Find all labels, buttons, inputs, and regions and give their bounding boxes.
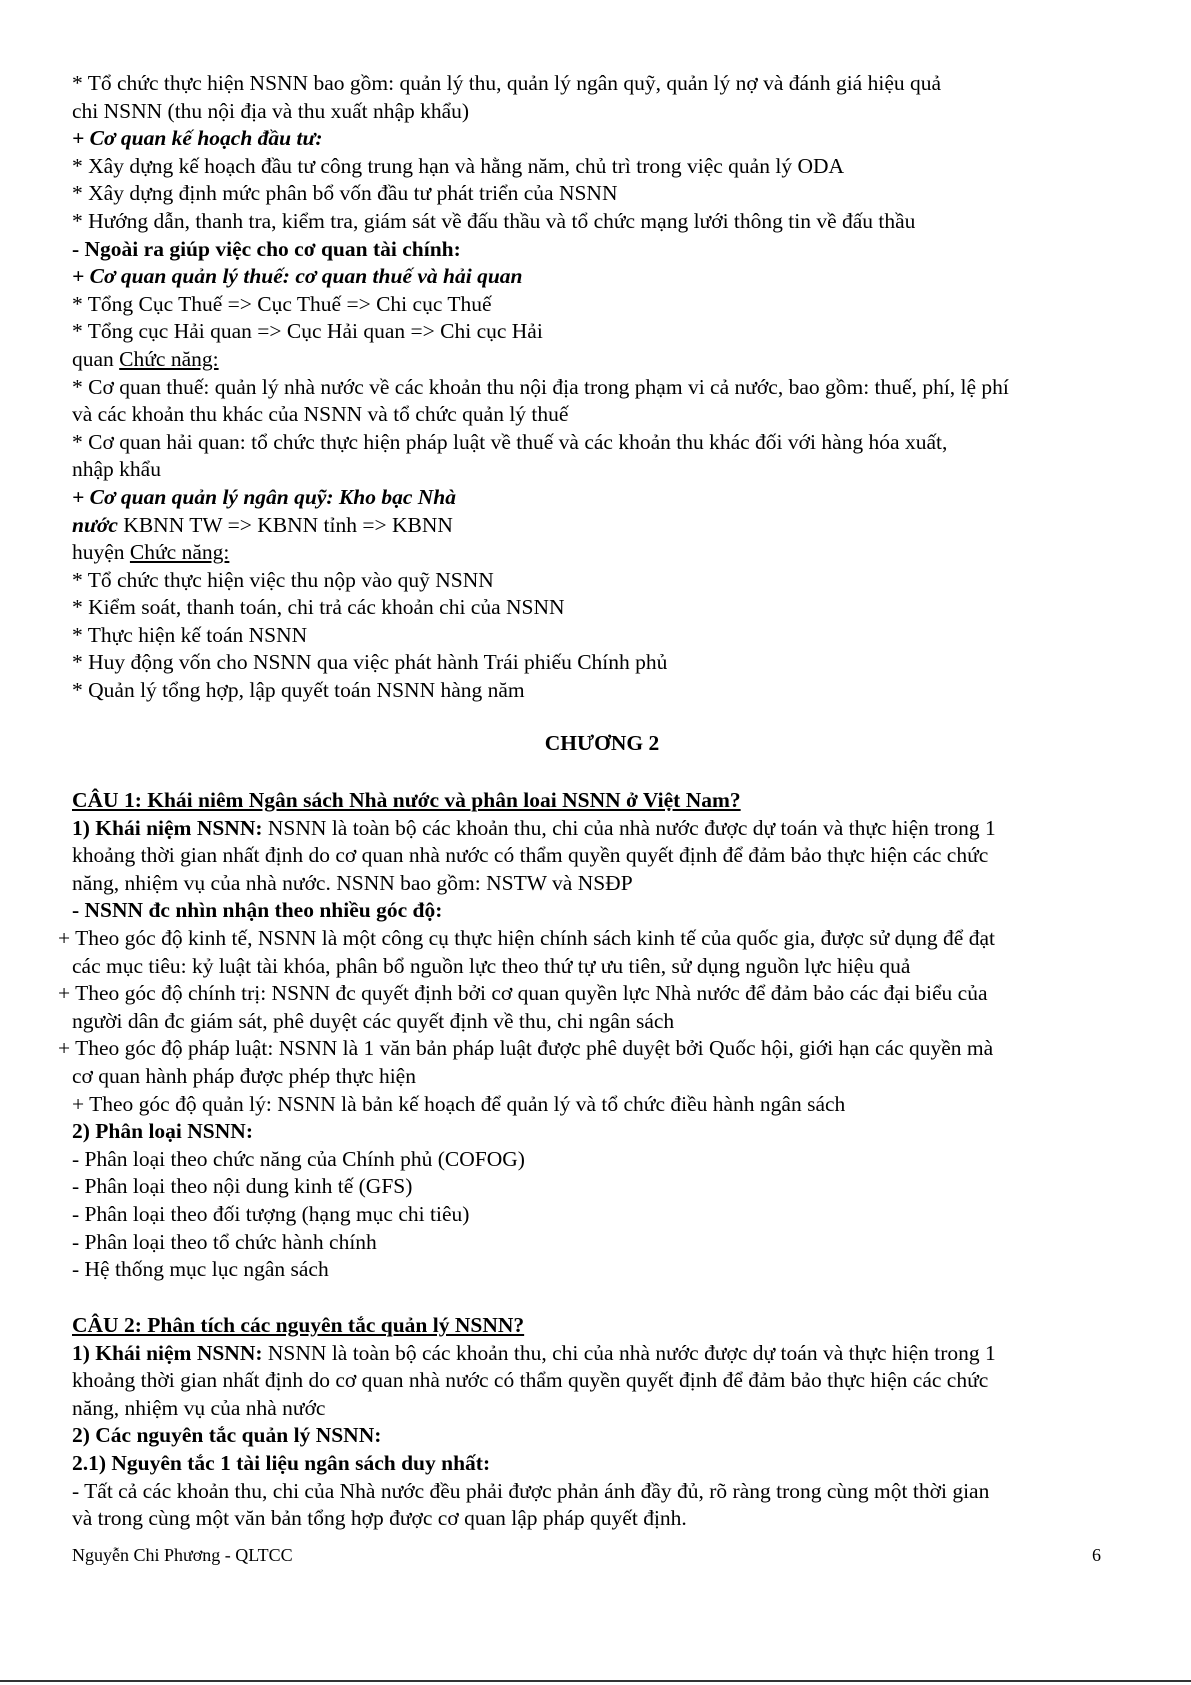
section-top: [72, 70, 1132, 705]
view-item: + Theo góc độ kinh tế, NSNN là một công cụ thực hiện chính sách kinh tế của quốc gia, được sử dụng để đạt: [58, 925, 995, 950]
text-line: * Xây dựng định mức phân bổ vốn đầu tư phát triển của NSNN: [72, 181, 618, 206]
list-item: - Hệ thống mục lục ngân sách: [72, 1257, 329, 1282]
text-line: và trong cùng một văn bản tổng hợp được cơ quan lập pháp quyết định.: [72, 1506, 687, 1531]
subheading: - NSNN đc nhìn nhận theo nhiều góc độ:: [72, 898, 443, 923]
text-line: * Huy động vốn cho NSNN qua việc phát hành Trái phiếu Chính phủ: [72, 650, 668, 675]
text-fragment: quan: [72, 346, 114, 371]
chapter-title: CHƯƠNG 2: [544, 731, 660, 755]
question-1: [58, 787, 1132, 1284]
view-item: + Theo góc độ pháp luật: NSNN là 1 văn bản pháp luật được phê duyệt bởi Quốc hội, giới hạn các quyền mà: [58, 1036, 994, 1061]
list-item: - Phân loại theo chức năng của Chính phủ (COFOG): [72, 1146, 525, 1171]
text-fragment: NSNN là toàn bộ các khoản thu, chi của nhà nước được dự toán và thực hiện trong 1: [267, 1340, 996, 1365]
text-line: [72, 1340, 1132, 1368]
text-line: [72, 346, 1132, 374]
text-line: * Tổng cục Hải quan => Cục Hải quan => Chi cục Hải: [72, 319, 543, 344]
question-heading: CÂU 2: Phân tích các nguyên tắc quản lý NSNN?: [72, 1313, 525, 1337]
text-line: chi NSNN (thu nội địa và thu xuất nhập khẩu): [72, 98, 470, 123]
text-line: * Kiểm soát, thanh toán, chi trả các khoản chi của NSNN: [72, 595, 565, 620]
text-line: * Xây dựng kế hoạch đầu tư công trung hạn và hằng năm, chủ trì trong việc quản lý ODA: [72, 153, 845, 178]
text-fragment: KBNN TW => KBNN tỉnh => KBNN: [123, 512, 453, 537]
text-line: * Tổ chức thực hiện NSNN bao gồm: quản lý thu, quản lý ngân quỹ, quản lý nợ và đánh giá hiệu quả: [72, 71, 942, 95]
subheading: + Cơ quan quản lý thuế: cơ quan thuế và hải quan: [72, 264, 523, 289]
question-heading: CÂU 1: Khái niêm Ngân sách Nhà nước và phân loai NSNN ở Việt Nam?: [72, 788, 741, 812]
text-line: * Quản lý tổng hợp, lập quyết toán NSNN hàng năm: [72, 678, 525, 703]
view-item: + Theo góc độ chính trị: NSNN đc quyết định bởi cơ quan quyền lực Nhà nước để đảm bảo các đại biểu của: [58, 981, 988, 1006]
question-2: [72, 1312, 1132, 1533]
page-number: 6: [1092, 1545, 1101, 1565]
list-item: - Phân loại theo nội dung kinh tế (GFS): [72, 1174, 413, 1199]
text-line: người dân đc giám sát, phê duyệt các quyết định về thu, chi ngân sách: [72, 1008, 675, 1033]
list-item: - Phân loại theo tổ chức hành chính: [72, 1229, 377, 1254]
text-line: cơ quan hành pháp được phép thực hiện: [72, 1063, 416, 1088]
definition-label: 1) Khái niệm NSNN:: [72, 815, 263, 840]
subheading: 2) Các nguyên tắc quản lý NSNN:: [72, 1423, 382, 1448]
text-line: nhập khẩu: [72, 457, 161, 482]
text-line: [72, 512, 1132, 540]
text-line: * Cơ quan thuế: quản lý nhà nước về các khoản thu nội địa trong phạm vi cả nước, bao gồm: thuế, phí, lệ phí: [72, 374, 1009, 399]
text-line: các mục tiêu: kỷ luật tài khóa, phân bổ nguồn lực theo thứ tự ưu tiên, sử dụng nguồn lực hiệu quả: [72, 953, 911, 978]
view-item: + Theo góc độ quản lý: NSNN là bản kế hoạch để quản lý và tổ chức điều hành ngân sách: [72, 1091, 846, 1116]
text-line: * Cơ quan hải quan: tổ chức thực hiện pháp luật về thuế và các khoản thu khác đối với hàng hóa xuất,: [72, 429, 948, 454]
function-label: Chức năng:: [119, 346, 219, 371]
text-fragment: NSNN là toàn bộ các khoản thu, chi của nhà nước được dự toán và thực hiện trong 1: [267, 815, 996, 840]
text-line: [72, 815, 1132, 843]
text-line: khoảng thời gian nhất định do cơ quan nhà nước có thẩm quyền quyết định để đảm bảo thực hiện các chức: [72, 843, 989, 868]
list-item: - Phân loại theo đối tượng (hạng mục chi tiêu): [72, 1201, 470, 1226]
text-line: * Tổng Cục Thuế => Cục Thuế => Chi cục Thuế: [72, 291, 492, 316]
footer-author: Nguyễn Chi Phương - QLTCC: [72, 1545, 293, 1565]
text-line: * Hướng dẫn, thanh tra, kiểm tra, giám sát về đấu thầu và tổ chức mạng lưới thông tin về đấu thầu: [72, 208, 916, 233]
function-label: Chức năng:: [129, 540, 230, 565]
subheading: - Ngoài ra giúp việc cho cơ quan tài chính:: [72, 236, 461, 261]
page-edge-divider: [0, 1680, 1191, 1682]
text-line: khoảng thời gian nhất định do cơ quan nhà nước có thẩm quyền quyết định để đảm bảo thực hiện các chức: [72, 1368, 989, 1393]
subheading: + Cơ quan kế hoạch đầu tư:: [72, 126, 323, 151]
subheading: 2.1) Nguyên tắc 1 tài liệu ngân sách duy nhất:: [72, 1450, 491, 1475]
text-fragment: nước: [72, 512, 118, 537]
text-line: * Tổ chức thực hiện việc thu nộp vào quỹ NSNN: [72, 567, 494, 592]
text-line: năng, nhiệm vụ của nhà nước. NSNN bao gồm: NSTW và NSĐP: [72, 870, 633, 895]
definition-label: 1) Khái niệm NSNN:: [72, 1340, 263, 1365]
text-fragment: huyện: [72, 540, 125, 565]
subheading: 2) Phân loại NSNN:: [72, 1119, 253, 1144]
text-line: năng, nhiệm vụ của nhà nước: [72, 1395, 326, 1420]
text-line: [72, 539, 1132, 567]
text-line: * Thực hiện kế toán NSNN: [72, 622, 308, 647]
subheading: + Cơ quan quản lý ngân quỹ: Kho bạc Nhà: [72, 484, 456, 509]
text-line: - Tất cả các khoản thu, chi của Nhà nước đều phải được phản ánh đầy đủ, rõ ràng trong cùng một thời gian: [72, 1478, 990, 1503]
text-line: và các khoản thu khác của NSNN và tổ chức quản lý thuế: [72, 402, 569, 427]
